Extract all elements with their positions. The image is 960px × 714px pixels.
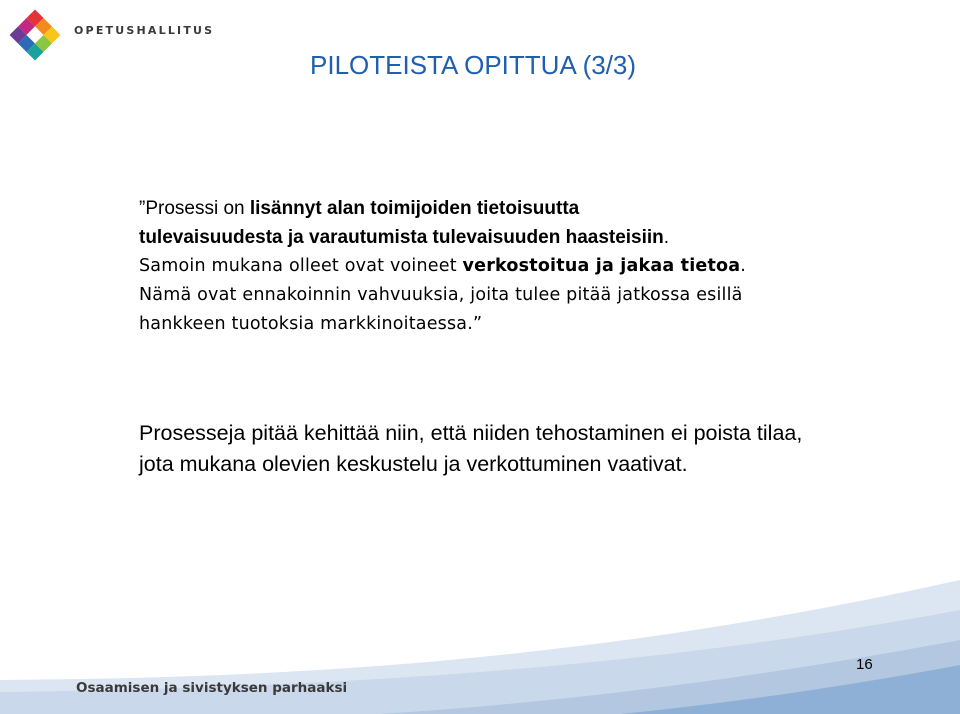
- quote-line-3: Samoin mukana olleet ovat voineet verkostoitua ja jakaa tietoa.: [139, 256, 747, 276]
- quote-line-5: hankkeen tuotoksia markkinoitaessa.”: [139, 314, 483, 334]
- quote-paragraph: [139, 194, 929, 339]
- footer-tagline: Osaamisen ja sivistyksen parhaaksi: [76, 680, 348, 696]
- organization-name: OPETUSHALLITUS: [74, 24, 215, 37]
- quote-line-2: tulevaisuudesta ja varautumista tulevaisuuden haasteisiin.: [139, 227, 670, 248]
- process-line-1: Prosesseja pitää kehittää niin, että niiden tehostaminen ei poista tilaa,: [139, 421, 803, 445]
- page-number: 16: [856, 656, 873, 673]
- process-line-2: jota mukana olevien keskustelu ja verkottuminen vaativat.: [139, 452, 688, 476]
- slide-title: PILOTEISTA OPITTUA (3/3): [310, 50, 637, 80]
- quote-line-4: Nämä ovat ennakoinnin vahvuuksia, joita tulee pitää jatkossa esillä: [139, 285, 743, 305]
- process-paragraph: [139, 418, 929, 480]
- quote-line-1: ”Prosessi on lisännyt alan toimijoiden tietoisuutta: [139, 198, 580, 219]
- opetushallitus-diamond-logo-icon: [8, 8, 62, 62]
